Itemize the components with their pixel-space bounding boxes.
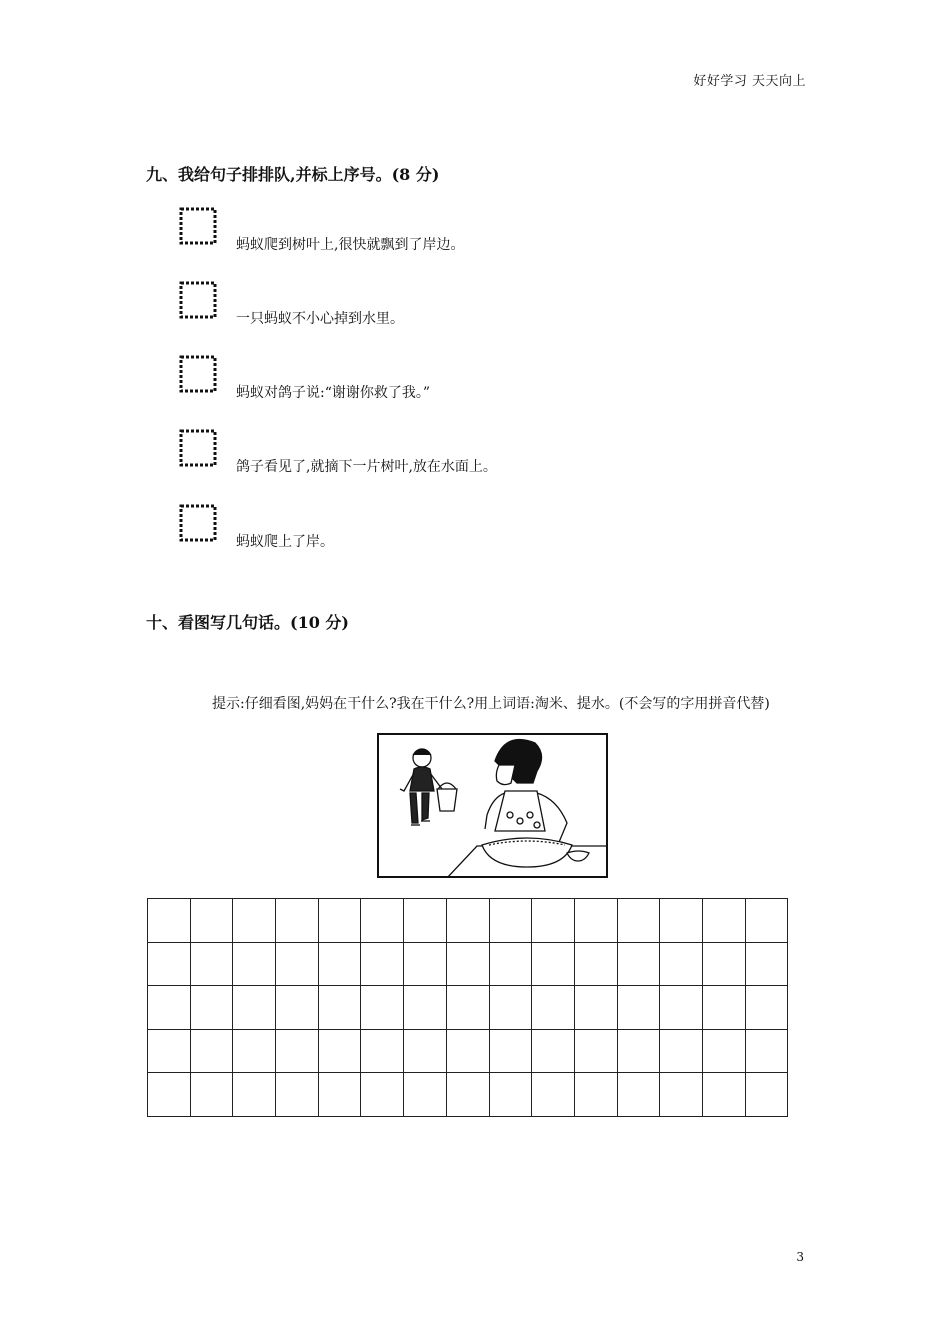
sentence-text: 蚂蚁对鸽子说:“谢谢你救了我。” bbox=[236, 385, 431, 401]
grid-cell[interactable] bbox=[318, 986, 361, 1030]
grid-cell[interactable] bbox=[532, 986, 575, 1030]
grid-cell[interactable] bbox=[148, 1073, 191, 1117]
sentence-text: 鸽子看见了,就摘下一片树叶,放在水面上。 bbox=[236, 459, 497, 475]
grid-cell[interactable] bbox=[532, 899, 575, 943]
grid-cell[interactable] bbox=[574, 1073, 617, 1117]
grid-cell[interactable] bbox=[574, 899, 617, 943]
grid-cell[interactable] bbox=[276, 1029, 319, 1073]
grid-cell[interactable] bbox=[190, 942, 233, 986]
grid-cell[interactable] bbox=[318, 942, 361, 986]
grid-cell[interactable] bbox=[745, 1029, 788, 1073]
grid-cell[interactable] bbox=[404, 1073, 447, 1117]
grid-cell[interactable] bbox=[617, 1073, 660, 1117]
order-number-box[interactable] bbox=[178, 354, 218, 394]
grid-cell[interactable] bbox=[532, 942, 575, 986]
grid-cell[interactable] bbox=[574, 1029, 617, 1073]
grid-cell[interactable] bbox=[361, 942, 404, 986]
sentence-text: 一只蚂蚁不小心掉到水里。 bbox=[236, 311, 404, 327]
grid-cell[interactable] bbox=[745, 1073, 788, 1117]
grid-cell[interactable] bbox=[660, 1029, 703, 1073]
grid-cell[interactable] bbox=[233, 986, 276, 1030]
grid-cell[interactable] bbox=[318, 1029, 361, 1073]
order-number-box[interactable] bbox=[178, 428, 218, 468]
sentence-text: 蚂蚁爬上了岸。 bbox=[236, 534, 334, 550]
grid-cell[interactable] bbox=[617, 986, 660, 1030]
grid-cell[interactable] bbox=[617, 1029, 660, 1073]
grid-cell[interactable] bbox=[446, 1073, 489, 1117]
grid-cell[interactable] bbox=[361, 1073, 404, 1117]
grid-cell[interactable] bbox=[404, 1029, 447, 1073]
header-motto: 好好学习 天天向上 bbox=[693, 74, 806, 89]
grid-cell[interactable] bbox=[148, 899, 191, 943]
grid-cell[interactable] bbox=[318, 899, 361, 943]
grid-cell[interactable] bbox=[617, 899, 660, 943]
grid-cell[interactable] bbox=[489, 1073, 532, 1117]
grid-cell[interactable] bbox=[617, 942, 660, 986]
grid-cell[interactable] bbox=[446, 942, 489, 986]
grid-cell[interactable] bbox=[276, 942, 319, 986]
grid-cell[interactable] bbox=[361, 899, 404, 943]
grid-cell[interactable] bbox=[574, 986, 617, 1030]
grid-row bbox=[148, 942, 788, 986]
grid-row bbox=[148, 1073, 788, 1117]
grid-cell[interactable] bbox=[702, 942, 745, 986]
grid-cell[interactable] bbox=[148, 986, 191, 1030]
section-10-title: 十、看图写几句话。(10 分) bbox=[146, 613, 349, 632]
grid-cell[interactable] bbox=[190, 986, 233, 1030]
grid-cell[interactable] bbox=[404, 986, 447, 1030]
grid-cell[interactable] bbox=[745, 986, 788, 1030]
grid-cell[interactable] bbox=[190, 1029, 233, 1073]
grid-cell[interactable] bbox=[318, 1073, 361, 1117]
writing-grid[interactable] bbox=[147, 898, 788, 1117]
grid-cell[interactable] bbox=[660, 1073, 703, 1117]
grid-cell[interactable] bbox=[745, 899, 788, 943]
grid-cell[interactable] bbox=[361, 1029, 404, 1073]
grid-cell[interactable] bbox=[660, 899, 703, 943]
grid-cell[interactable] bbox=[702, 1073, 745, 1117]
grid-cell[interactable] bbox=[702, 986, 745, 1030]
grid-cell[interactable] bbox=[489, 942, 532, 986]
grid-row bbox=[148, 899, 788, 943]
grid-cell[interactable] bbox=[660, 942, 703, 986]
grid-cell[interactable] bbox=[660, 986, 703, 1030]
grid-cell[interactable] bbox=[446, 899, 489, 943]
grid-cell[interactable] bbox=[276, 1073, 319, 1117]
order-number-box[interactable] bbox=[178, 503, 218, 543]
page-number: 3 bbox=[796, 1250, 804, 1264]
grid-cell[interactable] bbox=[489, 986, 532, 1030]
grid-cell[interactable] bbox=[446, 1029, 489, 1073]
grid-cell[interactable] bbox=[190, 1073, 233, 1117]
grid-cell[interactable] bbox=[404, 899, 447, 943]
grid-cell[interactable] bbox=[404, 942, 447, 986]
grid-cell[interactable] bbox=[702, 1029, 745, 1073]
writing-hint: 提示:仔细看图,妈妈在干什么?我在干什么?用上词语:淘米、提水。(不会写的字用拼音代替) bbox=[212, 696, 770, 712]
illustration-mother-washing-rice bbox=[377, 733, 608, 878]
grid-cell[interactable] bbox=[276, 899, 319, 943]
order-number-box[interactable] bbox=[178, 280, 218, 320]
grid-row bbox=[148, 1029, 788, 1073]
grid-cell[interactable] bbox=[446, 986, 489, 1030]
grid-cell[interactable] bbox=[233, 942, 276, 986]
grid-cell[interactable] bbox=[532, 1073, 575, 1117]
grid-cell[interactable] bbox=[489, 899, 532, 943]
grid-cell[interactable] bbox=[361, 986, 404, 1030]
grid-cell[interactable] bbox=[233, 899, 276, 943]
section-9-title: 九、我给句子排排队,并标上序号。(8 分) bbox=[146, 165, 440, 184]
grid-cell[interactable] bbox=[233, 1029, 276, 1073]
grid-cell[interactable] bbox=[190, 899, 233, 943]
grid-cell[interactable] bbox=[702, 899, 745, 943]
order-number-box[interactable] bbox=[178, 206, 218, 246]
grid-cell[interactable] bbox=[148, 942, 191, 986]
grid-cell[interactable] bbox=[148, 1029, 191, 1073]
grid-cell[interactable] bbox=[574, 942, 617, 986]
grid-cell[interactable] bbox=[745, 942, 788, 986]
grid-cell[interactable] bbox=[233, 1073, 276, 1117]
grid-cell[interactable] bbox=[489, 1029, 532, 1073]
sentence-text: 蚂蚁爬到树叶上,很快就飘到了岸边。 bbox=[236, 237, 465, 253]
grid-cell[interactable] bbox=[276, 986, 319, 1030]
grid-cell[interactable] bbox=[532, 1029, 575, 1073]
grid-row bbox=[148, 986, 788, 1030]
